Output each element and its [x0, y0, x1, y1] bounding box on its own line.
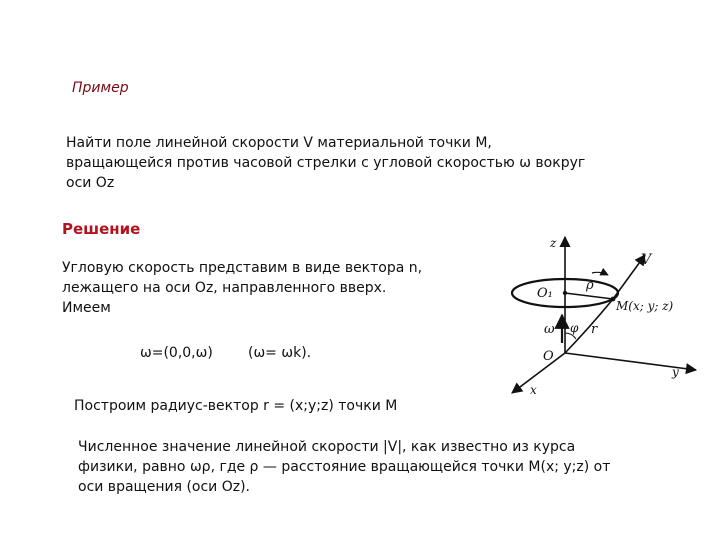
label-o: O — [543, 349, 554, 364]
label-y: y — [672, 365, 679, 379]
speed-line: физики, равно ωρ, где ρ — расстояние вращающейся точки М(x; y;z) от — [78, 459, 611, 475]
label-phi: φ — [570, 321, 579, 335]
solution-line: лежащего на оси Oz, направленного вверх. — [62, 280, 387, 296]
label-m: M(x; y; z) — [616, 299, 674, 313]
point-m — [611, 297, 616, 302]
problem-line: вращающейся против часовой стрелки с угловой скоростью ω вокруг — [66, 155, 586, 171]
speed-line: Численное значение линейной скорости |V|, как известно из курса — [78, 439, 576, 455]
problem-line: оси Oz — [66, 175, 115, 191]
rho-line — [565, 293, 613, 299]
omega-vector-formula: ω=(0,0,ω) — [140, 345, 213, 361]
point-o1 — [563, 291, 567, 295]
example-title: Пример — [72, 80, 129, 96]
radius-vector-text: Построим радиус-вектор r = (x;y;z) точки М — [74, 398, 398, 414]
x-axis — [512, 353, 565, 393]
omega-k-formula: (ω= ωk). — [248, 345, 312, 361]
speed-line: оси вращения (оси Oz). — [78, 479, 251, 495]
solution-text — [62, 258, 462, 318]
solution-line: Имеем — [62, 300, 111, 316]
solution-line: Угловую скорость представим в виде вектора n, — [62, 260, 423, 276]
problem-statement — [66, 133, 626, 193]
label-rho: ρ — [586, 278, 594, 293]
label-z: z — [550, 236, 557, 250]
problem-line: Найти поле линейной скорости V материальной точки М, — [66, 135, 492, 151]
rotation-arrow — [592, 272, 608, 275]
label-omega: ω — [544, 322, 555, 337]
solution-title: Решение — [62, 220, 141, 238]
label-o1: O₁ — [537, 286, 553, 301]
linear-speed-text — [78, 437, 658, 497]
label-v: V — [641, 252, 652, 268]
rotation-diagram — [500, 215, 700, 400]
label-r: r — [591, 322, 598, 337]
label-x: x — [530, 383, 537, 397]
